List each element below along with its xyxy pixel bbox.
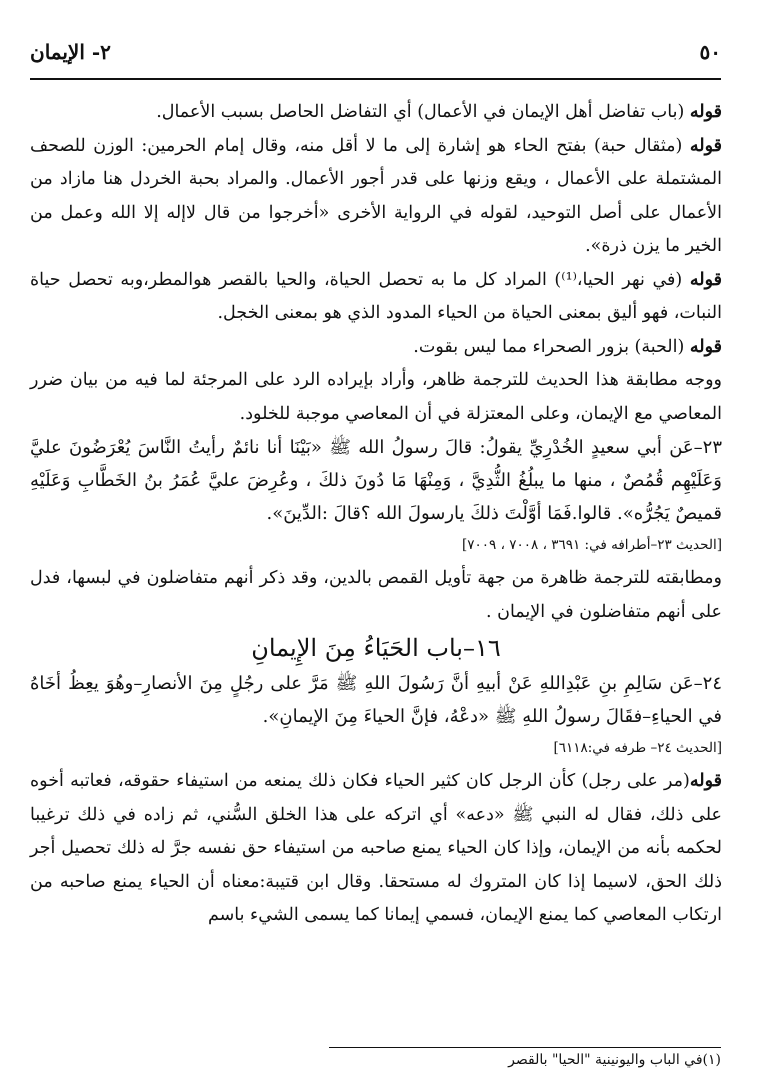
paragraph-text: (باب تفاضل أهل الإيمان في الأعمال) أي التفاضل الحاصل بسبب الأعمال.	[156, 102, 690, 122]
footnote: (١)في الباب واليونينية "الحيا" بالقصر	[508, 1052, 721, 1068]
paragraph: ووجه مطابقة هذا الحديث للترجمة ظاهر، وأراد بإيراده الرد على المرجئة لما فيه من بيان ضرر المعاصي مع الإيمان، وعلى المعتزلة في أن المعاصي موجبة للخلود.	[30, 370, 722, 424]
page-number: ٥٠	[699, 40, 721, 64]
chapter-heading: ١٦–باب الحَيَاءُ مِنَ الإِيمانِ	[251, 634, 501, 662]
page-body	[30, 96, 722, 933]
hadith-reference: [الحديث ٢٤– طرفه في:٦١١٨]	[553, 740, 722, 756]
paragraph	[30, 96, 722, 130]
keyword: قوله	[689, 135, 722, 156]
hadith-reference: [الحديث ٢٣–أطرافه في: ٣٦٩١ ، ٧٠٠٨ ، ٧٠٠٩]	[462, 537, 722, 553]
paragraph-text: (مر على رجل) كأن الرجل كان كثير الحياء فكان ذلك يمنعه من استيفاء حقوقه، فعاتبه أخوه على ذلك، فقال له النبي ﷺ «دعه» أي اتركه على هذا الخلق السُّني، ثم زاده في ذلك ترغيبا لحكمه بأنه من الإيمان، وإذا كان الحياء يمنع صاحبه من استيفاء حق نفسه جرَّ له ذلك تحصيل أجر ذلك الحق، لاسيما إذا كان المتروك له مستحقا. وقال ابن قتيبة:معناه أن الحياء يمنع صاحبه من ارتكاب المعاصي كما يمنع الإيمان، فسمي إيمانا كما يسمى الشيء باسم	[30, 771, 722, 925]
paragraph-text: (الحبة) بزور الصحراء مما ليس بقوت.	[413, 336, 690, 357]
chapter-title: ٢- الإيمان	[30, 40, 111, 64]
paragraph: ومطابقته للترجمة ظاهرة من جهة تأويل القمص بالدين، وقد ذكر أنهم متفاضلون في لبسها، فدل على أنهم متفاضلون في الإيمان .	[30, 568, 722, 622]
keyword: قوله	[689, 771, 722, 791]
header-rule	[30, 78, 721, 80]
hadith-24: ٢٤–عَن سَالِمِ بنِ عَبْدِاللهِ عَنْ أبيهِ أنَّ رَسُولَ اللهِ ﷺ مَرَّ على رجُلٍ مِنَ الأنصارِ–وهُوَ يعِظُ أخَاهُ في الحياءِ–فقَالَ رسولُ اللهِ ﷺ «دعْهُ، فإنَّ الحياءَ مِنَ الإيمانِ».	[30, 673, 722, 727]
paragraph	[30, 331, 722, 365]
hadith-23: ٢٣–عَن أبي سعيدٍ الخُدْرِيِّ يقولُ: قالَ رسولُ الله ﷺ «بَيْنَا أنا نائمٌ رأيتُ النَّاسَ يُعْرَضُونَ عليَّ وَعَلَيْهِم قُمُصٌ ، منها ما يبلُغُ الثُّدِيَّ ، وَمِنْهَا مَا دُونَ ذلكَ ، وعُرِضَ عليَّ عُمَرُ بنُ الخَطَّابِ وَعَلَيْهِ قميصٌ يَجُرُّه». قالوا.فَمَا أوَّلْتَ ذلكَ يارسولَ الله ؟قالَ :الدِّينَ».	[30, 437, 722, 524]
keyword: قوله	[689, 269, 722, 290]
footnote-rule	[329, 1047, 721, 1048]
paragraph-text: (في نهر الحيا،⁽¹⁾) المراد كل ما به تحصل الحياة، والحيا بالقصر هوالمطر،وبه تحصل حياة النبات، فهو أليق بمعنى الحياة من الحياء المدود الذي هو بمعنى الخجل.	[30, 269, 722, 323]
page-header	[30, 40, 721, 70]
keyword: قوله	[689, 336, 722, 357]
paragraph	[30, 264, 722, 331]
paragraph	[30, 130, 722, 264]
paragraph	[30, 765, 722, 933]
keyword: قوله	[689, 102, 722, 122]
paragraph-text: (مثقال حبة) بفتح الحاء هو إشارة إلى ما لا أقل منه، وقال إمام الحرمين: الوزن للصحف المشتملة على الأعمال ، ويقع وزنها على قدر أجور الأعمال. والمراد بحبة الخردل هنا مازاد من الأعمال على أصل التوحيد، لقوله في الرواية الأخرى «أخرجوا من قال لاإله إلا الله وعمل من الخير ما يزن ذرة».	[30, 135, 722, 256]
